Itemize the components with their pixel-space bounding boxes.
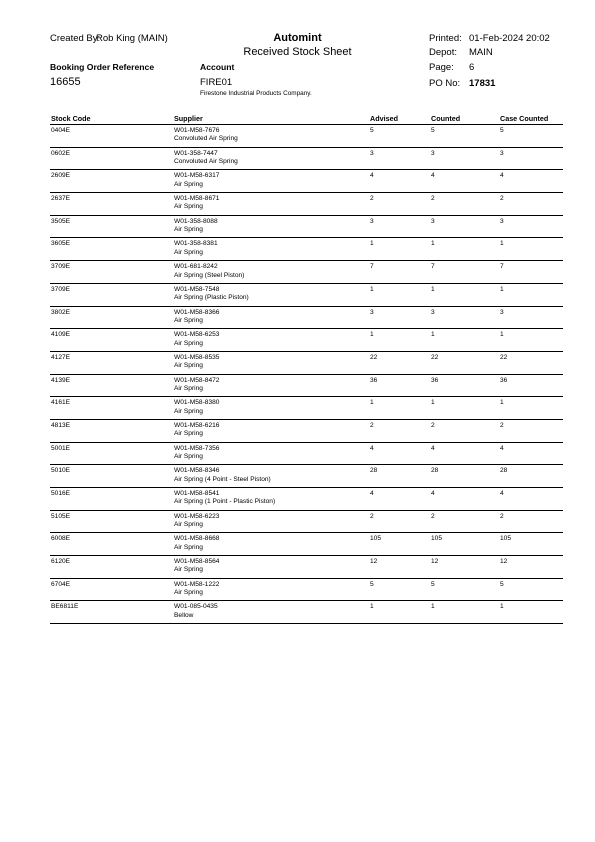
depot-label: Depot: [429, 47, 457, 58]
table-row [50, 284, 563, 307]
table-body [50, 125, 563, 624]
stock-code-cell: 4813E [51, 421, 71, 429]
table-row [50, 488, 563, 511]
booking-ref-label: Booking Order Reference [50, 62, 155, 72]
printed-label: Printed: [429, 33, 462, 44]
supplier-description: Air Spring [174, 430, 203, 438]
supplier-description: Air Spring (1 Point - Plastic Piston) [174, 498, 276, 506]
counted-cell: 22 [431, 353, 439, 361]
case-counted-cell: 28 [500, 467, 508, 475]
col-case-counted: Case Counted [500, 114, 549, 123]
report-title: Received Stock Sheet [243, 46, 352, 58]
supplier-description: Air Spring (Plastic Piston) [174, 294, 249, 302]
account-label: Account [200, 62, 235, 72]
supplier-description: Air Spring [174, 226, 203, 234]
stock-code-cell: 5105E [51, 512, 71, 520]
supplier-description: Air Spring [174, 566, 203, 574]
supplier-part-number: W01-M58-8366 [174, 308, 220, 316]
stock-table [50, 114, 563, 624]
supplier-description: Air Spring [174, 316, 203, 324]
col-stock-code: Stock Code [51, 114, 91, 123]
supplier-cell [174, 195, 219, 212]
supplier-cell [174, 377, 219, 394]
supplier-part-number: W01-M58-8671 [174, 195, 220, 203]
col-advised: Advised [370, 114, 398, 123]
counted-cell: 3 [431, 308, 435, 316]
supplier-description: Air Spring [174, 543, 203, 551]
stock-code-cell: 4139E [51, 376, 71, 384]
table-header [50, 114, 563, 125]
supplier-part-number: W01-085-0435 [174, 603, 218, 611]
counted-cell: 12 [431, 558, 439, 566]
case-counted-cell: 12 [500, 558, 508, 566]
po-number: 17831 [469, 78, 496, 89]
case-counted-cell: 1 [500, 240, 504, 248]
case-counted-cell: 2 [500, 195, 504, 203]
table-row [50, 533, 563, 556]
case-counted-cell: 4 [500, 444, 504, 452]
supplier-cell [174, 399, 219, 416]
table-row [50, 170, 563, 193]
col-supplier: Supplier [174, 114, 203, 123]
stock-code-cell: 0404E [51, 127, 71, 134]
supplier-description: Bellow [174, 611, 194, 619]
supplier-cell [174, 422, 219, 439]
company-name: Automint [273, 32, 322, 44]
supplier-part-number: W01-M58-6253 [174, 331, 220, 339]
case-counted-cell: 22 [500, 353, 508, 361]
counted-cell: 3 [431, 217, 435, 225]
supplier-description: Air Spring [174, 521, 203, 529]
table-row [50, 238, 563, 261]
po-label: PO No: [429, 78, 461, 89]
counted-cell: 1 [431, 285, 435, 293]
created-by-label: Created By: [50, 33, 101, 44]
supplier-description: Air Spring [174, 339, 203, 347]
supplier-cell [174, 286, 249, 303]
supplier-part-number: W01-M58-8346 [174, 467, 220, 475]
case-counted-cell: 5 [500, 127, 504, 134]
table-row [50, 375, 563, 398]
case-counted-cell: 1 [500, 285, 504, 293]
advised-cell: 2 [370, 421, 374, 429]
supplier-description: Air Spring [174, 384, 203, 392]
stock-code-cell: 6704E [51, 580, 71, 588]
counted-cell: 105 [431, 535, 443, 543]
advised-cell: 12 [370, 558, 378, 566]
supplier-description: Air Spring [174, 203, 203, 211]
advised-cell: 2 [370, 512, 374, 520]
counted-cell: 28 [431, 467, 439, 475]
case-counted-cell: 3 [500, 217, 504, 225]
case-counted-cell: 7 [500, 263, 504, 271]
table-row [50, 443, 563, 466]
table-row [50, 397, 563, 420]
supplier-part-number: W01-358-7447 [174, 149, 218, 157]
supplier-cell [174, 127, 238, 144]
counted-cell: 5 [431, 127, 435, 134]
table-row [50, 601, 563, 624]
case-counted-cell: 1 [500, 331, 504, 339]
advised-cell: 7 [370, 263, 374, 271]
page-label: Page: [429, 62, 454, 73]
stock-code-cell: 5001E [51, 444, 71, 452]
supplier-description: Air Spring [174, 362, 203, 370]
supplier-cell [174, 535, 219, 552]
advised-cell: 36 [370, 376, 378, 384]
counted-cell: 5 [431, 580, 435, 588]
supplier-description: Air Spring [174, 180, 203, 188]
supplier-part-number: W01-358-8088 [174, 217, 218, 225]
case-counted-cell: 3 [500, 308, 504, 316]
case-counted-cell: 4 [500, 490, 504, 497]
counted-cell: 4 [431, 490, 435, 497]
stock-code-cell: 6120E [51, 558, 71, 566]
table-row [50, 420, 563, 443]
supplier-description: Air Spring [174, 407, 203, 415]
case-counted-cell: 5 [500, 580, 504, 588]
account-code: FIRE01 [200, 77, 233, 88]
table-row [50, 193, 563, 216]
counted-cell: 1 [431, 603, 435, 611]
supplier-description: Convoluted Air Spring [174, 158, 238, 166]
supplier-part-number: W01-M58-8668 [174, 535, 220, 543]
stock-code-cell: 2637E [51, 195, 71, 203]
advised-cell: 1 [370, 399, 374, 407]
counted-cell: 36 [431, 376, 439, 384]
advised-cell: 22 [370, 353, 378, 361]
supplier-cell [174, 445, 219, 462]
advised-cell: 1 [370, 331, 374, 339]
counted-cell: 1 [431, 331, 435, 339]
supplier-cell [174, 240, 218, 257]
supplier-cell [174, 603, 218, 620]
supplier-cell [174, 558, 219, 575]
advised-cell: 3 [370, 217, 374, 225]
supplier-cell [174, 354, 219, 371]
counted-cell: 4 [431, 444, 435, 452]
table-row [50, 329, 563, 352]
advised-cell: 2 [370, 195, 374, 203]
supplier-cell [174, 309, 219, 326]
created-by-value: Rob King (MAIN) [96, 33, 168, 44]
stock-code-cell: 3709E [51, 285, 71, 293]
supplier-description: Air Spring [174, 248, 203, 256]
counted-cell: 1 [431, 240, 435, 248]
supplier-part-number: W01-M58-7676 [174, 127, 220, 134]
stock-code-cell: 5010E [51, 467, 71, 475]
table-row [50, 465, 563, 488]
stock-code-cell: 4109E [51, 331, 71, 339]
advised-cell: 3 [370, 149, 374, 157]
col-counted: Counted [431, 114, 461, 123]
supplier-cell [174, 263, 244, 280]
counted-cell: 7 [431, 263, 435, 271]
supplier-part-number: W01-M58-7356 [174, 444, 220, 452]
supplier-description: Air Spring (Steel Piston) [174, 271, 245, 279]
case-counted-cell: 2 [500, 512, 504, 520]
supplier-part-number: W01-681-8242 [174, 263, 218, 271]
stock-code-cell: 6008E [51, 535, 71, 543]
supplier-cell [174, 218, 218, 235]
case-counted-cell: 3 [500, 149, 504, 157]
supplier-part-number: W01-M58-8380 [174, 399, 220, 407]
table-row [50, 261, 563, 284]
stock-code-cell: 4127E [51, 353, 71, 361]
stock-code-cell: BE6811E [51, 603, 79, 611]
depot-value: MAIN [469, 47, 493, 58]
stock-code-cell: 5016E [51, 490, 71, 497]
supplier-part-number: W01-M58-8541 [174, 490, 220, 497]
table-row [50, 148, 563, 171]
advised-cell: 4 [370, 444, 374, 452]
advised-cell: 4 [370, 172, 374, 180]
supplier-cell [174, 490, 275, 507]
supplier-cell [174, 467, 271, 484]
case-counted-cell: 1 [500, 399, 504, 407]
supplier-part-number: W01-M58-6223 [174, 512, 220, 520]
counted-cell: 2 [431, 195, 435, 203]
case-counted-cell: 105 [500, 535, 512, 543]
page-number: 6 [469, 62, 475, 73]
supplier-part-number: W01-M58-8535 [174, 353, 220, 361]
table-row [50, 556, 563, 579]
case-counted-cell: 2 [500, 421, 504, 429]
table-row [50, 216, 563, 239]
supplier-description: Air Spring (4 Point - Steel Piston) [174, 475, 271, 483]
supplier-cell [174, 331, 219, 348]
supplier-cell [174, 513, 219, 530]
supplier-part-number: W01-M58-7548 [174, 285, 220, 293]
supplier-cell [174, 172, 219, 189]
table-row [50, 511, 563, 534]
stock-code-cell: 4161E [51, 399, 71, 407]
supplier-description: Convoluted Air Spring [174, 135, 238, 143]
table-row [50, 579, 563, 602]
stock-code-cell: 3505E [51, 217, 71, 225]
stock-code-cell: 0602E [51, 149, 71, 157]
advised-cell: 28 [370, 467, 378, 475]
counted-cell: 2 [431, 421, 435, 429]
advised-cell: 5 [370, 580, 374, 588]
case-counted-cell: 36 [500, 376, 508, 384]
table-row [50, 307, 563, 330]
advised-cell: 1 [370, 603, 374, 611]
advised-cell: 1 [370, 285, 374, 293]
counted-cell: 2 [431, 512, 435, 520]
supplier-part-number: W01-M58-8564 [174, 558, 220, 566]
supplier-cell [174, 581, 219, 598]
stock-code-cell: 2609E [51, 172, 71, 180]
advised-cell: 1 [370, 240, 374, 248]
account-name: Firestone Industrial Products Company. [200, 90, 312, 97]
supplier-part-number: W01-M58-6317 [174, 172, 220, 180]
supplier-part-number: W01-M58-6216 [174, 421, 220, 429]
printed-value: 01-Feb-2024 20:02 [469, 33, 550, 44]
stock-code-cell: 3605E [51, 240, 71, 248]
advised-cell: 3 [370, 308, 374, 316]
stock-code-cell: 3802E [51, 308, 71, 316]
booking-ref-value: 16655 [50, 76, 81, 88]
table-row [50, 125, 563, 148]
supplier-part-number: W01-M58-1222 [174, 580, 220, 588]
counted-cell: 3 [431, 149, 435, 157]
case-counted-cell: 1 [500, 603, 504, 611]
supplier-description: Air Spring [174, 453, 203, 461]
advised-cell: 5 [370, 127, 374, 134]
supplier-cell [174, 150, 238, 167]
counted-cell: 4 [431, 172, 435, 180]
case-counted-cell: 4 [500, 172, 504, 180]
advised-cell: 4 [370, 490, 374, 497]
supplier-part-number: W01-358-8381 [174, 240, 218, 248]
supplier-description: Air Spring [174, 589, 203, 597]
counted-cell: 1 [431, 399, 435, 407]
supplier-part-number: W01-M58-8472 [174, 376, 220, 384]
stock-code-cell: 3709E [51, 263, 71, 271]
table-row [50, 352, 563, 375]
advised-cell: 105 [370, 535, 382, 543]
